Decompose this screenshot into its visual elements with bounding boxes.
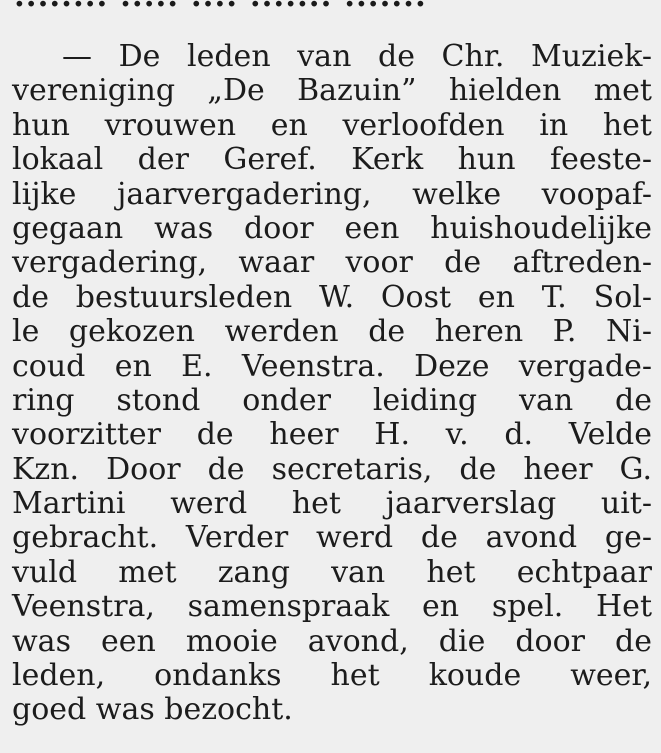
article-line: vuld met zang van het echtpaar <box>12 554 652 590</box>
article-line: Martini werd het jaarverslag uit- <box>12 486 652 522</box>
article-line: hun vrouwen en verloofden in het <box>12 107 652 143</box>
article-line: vergadering, waar voor de aftreden- <box>12 245 652 281</box>
article-line: was een mooie avond, die door de <box>12 623 652 659</box>
article-line: le gekozen werden de heren P. Ni- <box>12 314 652 350</box>
article-line: coud en E. Veenstra. Deze vergade- <box>12 348 652 384</box>
previous-article-remnant <box>14 0 654 8</box>
article-line: vereniging „De Bazuin” hielden met <box>12 73 652 109</box>
article-line: lijke jaarvergadering, welke voораf- <box>12 176 652 212</box>
article-line: ring stond onder leiding van de <box>12 382 652 418</box>
article-line: Kzn. Door de secretaris, de heer G. <box>12 451 652 487</box>
article-line: lokaal der Geref. Kerk hun feeste- <box>12 142 652 178</box>
article-line: gegaan was door een huishoudelijke <box>12 210 652 246</box>
article-line: Veenstra, samenspraak en spel. Het <box>12 589 652 625</box>
article-line: de bestuursleden W. Oost en T. Sol- <box>12 279 652 315</box>
article-line: goed was bezocht. <box>12 692 293 728</box>
article-line: — De leden van de Chr. Muziek- <box>62 39 652 74</box>
article-line: leden, ondanks het koude weer, <box>12 658 652 694</box>
article-line: gebracht. Verder werd de avond ge- <box>12 520 652 556</box>
article-line: voorzitter de heer H. v. d. Velde <box>12 417 652 453</box>
article-body <box>12 40 652 728</box>
